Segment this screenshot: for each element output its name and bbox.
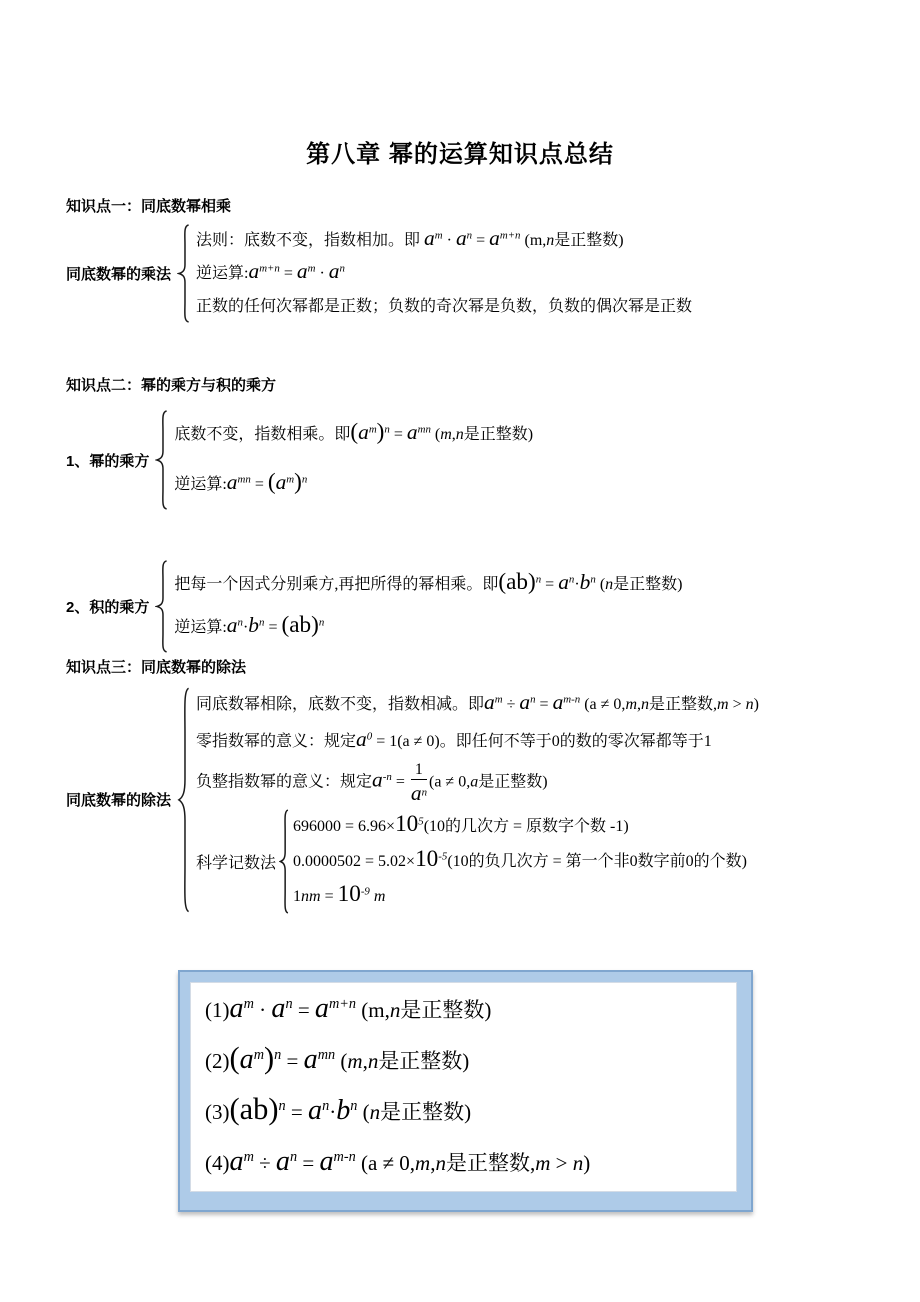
heading-knowledge-point-2: 知识点二：幂的乘方与积的乘方 (66, 377, 277, 394)
scientific-notation-label: 科学记数法 (196, 854, 277, 872)
scientific-notation-lines (293, 809, 747, 914)
formula-inverse: 逆运算$:a^n\cdot b^n = (ab)^n$ (174, 612, 325, 639)
formula-rule: 法则：底数不变，指数相加。即 $a^m \cdot a^n = a^{m+n}$ (m,n是正整数) (196, 226, 624, 250)
formula-zero-exponent: 零指数幂的意义：规定$a^0 = 1(a \ne 0)$。即任何不等于0的数的零次幂都等于1 (196, 727, 712, 751)
formula-rule: 把每一个因式分别乘方,再把所得的幂相乘。即$(ab)^n = a^n\cdot b^n$ (n是正整数) (174, 569, 683, 596)
summary-formula-2: $(2)(a^m)^n = a^{mn}$ (m,n是正整数) (205, 1041, 470, 1075)
summary-formula-3: $(3)(ab)^n = a^n\cdot b^n$ (n是正整数) (205, 1092, 472, 1126)
block-label: 2、积的乘方 (66, 598, 150, 616)
formula-rule: 同底数幂相除，底数不变，指数相减。即$a^m \div a^n = a^{m-n}$ (a ≠ 0,m,n是正整数,m > n) (196, 690, 759, 714)
formula-sci-example-3: $1nm = 10^{-9}$ m (293, 880, 386, 907)
summary-box-inner (190, 982, 737, 1192)
heading-knowledge-point-3: 知识点三：同底数幂的除法 (66, 659, 247, 676)
block-power-of-product (66, 560, 683, 653)
block-lines (196, 224, 692, 323)
formula-negative-exponent: 负整指数幂的意义：规定$a^{-n}$ = $\frac{1}{a^n}$ (a ≠ 0,a是正整数) (196, 761, 548, 806)
block-power-of-power (66, 410, 533, 510)
block-lines (174, 410, 533, 510)
summary-box (178, 970, 753, 1212)
left-brace-icon (177, 686, 190, 914)
formula-note: 正数的任何次幂都是正数；负数的奇次幂是负数，负数的偶次幂是正数 (196, 298, 693, 315)
block-same-base-division (66, 686, 759, 914)
block-lines (174, 563, 682, 649)
summary-formula-4: $(4)a^m \div a^n = a^{m-n}$ (a ≠ 0,m,n是正整数,m > n) (205, 1146, 591, 1177)
block-same-base-multiplication (66, 224, 692, 323)
heading-knowledge-point-1: 知识点一：同底数幂相乘 (66, 198, 232, 215)
left-brace-icon (155, 560, 168, 653)
left-brace-icon (279, 809, 289, 914)
left-brace-icon (155, 410, 168, 510)
formula-sci-example-2: $0.0000502 = 5.02\times 10^{-5}(10$的负几次方 = 第一个非0数字前0的个数) (293, 845, 748, 872)
block-label: 同底数幂的除法 (66, 792, 172, 810)
formula-sci-example-1: $696000 = 6.96\times 10^5(10$的几次方 = 原数字个数 -1) (293, 810, 629, 837)
formula-inverse: 逆运算$:a^{m+n} = a^m \cdot a^n$ (196, 259, 345, 283)
page-title: 第八章 幂的运算知识点总结 (306, 141, 614, 168)
formula-inverse: 逆运算$:a^{mn} = (a^m)^n$ (174, 469, 308, 495)
summary-formula-1: $(1)a^m \cdot a^n = a^{m+n}$ (m,n是正整数) (205, 993, 492, 1024)
scientific-notation-block (196, 809, 759, 914)
block-label: 同底数幂的乘法 (66, 266, 172, 283)
formula-rule: 底数不变，指数相乘。即$(a^m)^n = a^{mn}$ (m,n是正整数) (174, 419, 534, 445)
block-lines (196, 686, 759, 914)
block-label: 1、幂的乘方 (66, 452, 150, 470)
left-brace-icon (177, 224, 190, 323)
